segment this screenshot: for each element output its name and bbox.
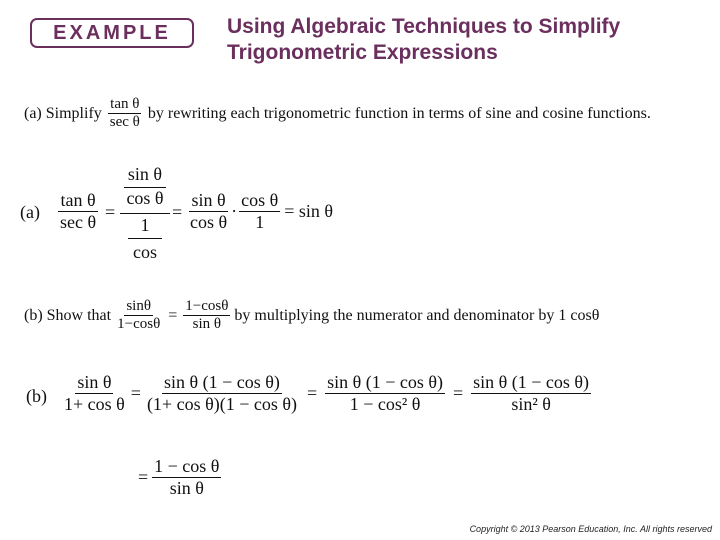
part-a-cf-bot-bar (128, 238, 162, 239)
part-a-factor-2 (239, 190, 280, 233)
slide-title (227, 14, 620, 66)
part-b-s3-num: sin θ (1 − cos θ) (327, 372, 443, 392)
part-a-prompt-den: sec θ (109, 114, 140, 130)
part-b-step-4 (471, 372, 591, 415)
part-a-cf-top-den: cos θ (126, 188, 164, 208)
part-a-lhs (58, 190, 98, 233)
part-b-s5-num: 1 − cos θ (154, 456, 220, 476)
part-b-eq-2: = (306, 383, 318, 403)
title-line-1: Using Algebraic Techniques to Simplify (227, 15, 621, 38)
part-b-step-1 (62, 372, 127, 415)
part-a-lhs-num: tan θ (60, 190, 96, 210)
part-a-cf-bot-num: 1 (140, 215, 150, 235)
part-b-s4-num: sin θ (1 − cos θ) (473, 372, 590, 392)
part-b-s1-den: 1+ cos θ (64, 394, 125, 414)
part-b-prompt-rhs-num: 1−cosθ (185, 298, 229, 314)
part-b-eq-3: = (453, 383, 464, 403)
part-b-solution-line-2 (138, 456, 221, 499)
part-b-prompt-label: (b) Show that (24, 306, 112, 324)
part-b-step-2 (145, 372, 299, 415)
part-b-prompt-tail: by multiplying the numerator and denominator by 1 cosθ (234, 306, 600, 324)
part-b-eq-1: = (130, 383, 141, 403)
part-a-solution (58, 190, 98, 233)
part-a-f2-den: 1 (255, 212, 265, 232)
part-a-cf-bot-den: cos (133, 242, 157, 262)
part-b-prompt-rhs-den: sin θ (192, 316, 222, 332)
part-a-prompt-tail: by rewriting each trigonometric function in terms of sine and cosine functions. (147, 104, 651, 122)
part-a-factor-1 (188, 190, 229, 233)
part-a-product (188, 190, 333, 233)
part-b-prompt-lhs-num: sinθ (126, 298, 152, 314)
part-a-f1-num: sin θ (191, 190, 226, 210)
part-a-cf-top-num: sin θ (127, 164, 163, 184)
part-a-result: = sin θ (284, 201, 334, 221)
part-b-label: (b) (26, 386, 47, 406)
part-b-s4-den: sin² θ (511, 394, 551, 414)
part-a-prompt (24, 96, 651, 131)
part-b-prompt-lhs (115, 298, 162, 333)
part-a-label: (a) (20, 202, 40, 222)
part-a-dot: · (231, 201, 238, 221)
part-b-prompt-eq: = (168, 306, 178, 324)
part-a-eq-1: = (105, 202, 116, 222)
title-line-2: Trigonometric Expressions (227, 41, 498, 64)
part-b-s3-den: 1 − cos² θ (349, 394, 421, 414)
part-a-f1-den: cos θ (190, 212, 228, 232)
part-b-prompt-lhs-den: 1−cosθ (117, 316, 161, 332)
part-b-s5-den: sin θ (169, 478, 204, 498)
part-b-step-5 (152, 456, 221, 499)
part-b-solution-line-1 (62, 372, 591, 415)
part-a-eq-2: = (172, 202, 183, 222)
part-b-prompt-rhs (183, 298, 230, 333)
part-b-s2-den: (1+ cos θ)(1 − cos θ) (146, 394, 297, 414)
part-b-s1-num: sin θ (77, 372, 112, 392)
example-badge: EXAMPLE (30, 18, 194, 48)
part-a-prompt-fraction (108, 96, 142, 131)
part-a-lhs-den: sec θ (60, 212, 97, 232)
copyright-notice: Copyright © 2013 Pearson Education, Inc. All rights reserved (469, 524, 712, 534)
part-b-eq-4: = (138, 467, 149, 487)
part-b-s2-num: sin θ (1 − cos θ) (164, 372, 280, 392)
part-a-prompt-label: (a) Simplify (24, 104, 102, 122)
part-b-step-3 (325, 372, 445, 415)
part-a-prompt-num: tan θ (110, 96, 140, 112)
part-a-f2-num: cos θ (241, 190, 279, 210)
part-a-cf-main-bar (120, 213, 170, 214)
part-b-prompt (24, 298, 599, 333)
